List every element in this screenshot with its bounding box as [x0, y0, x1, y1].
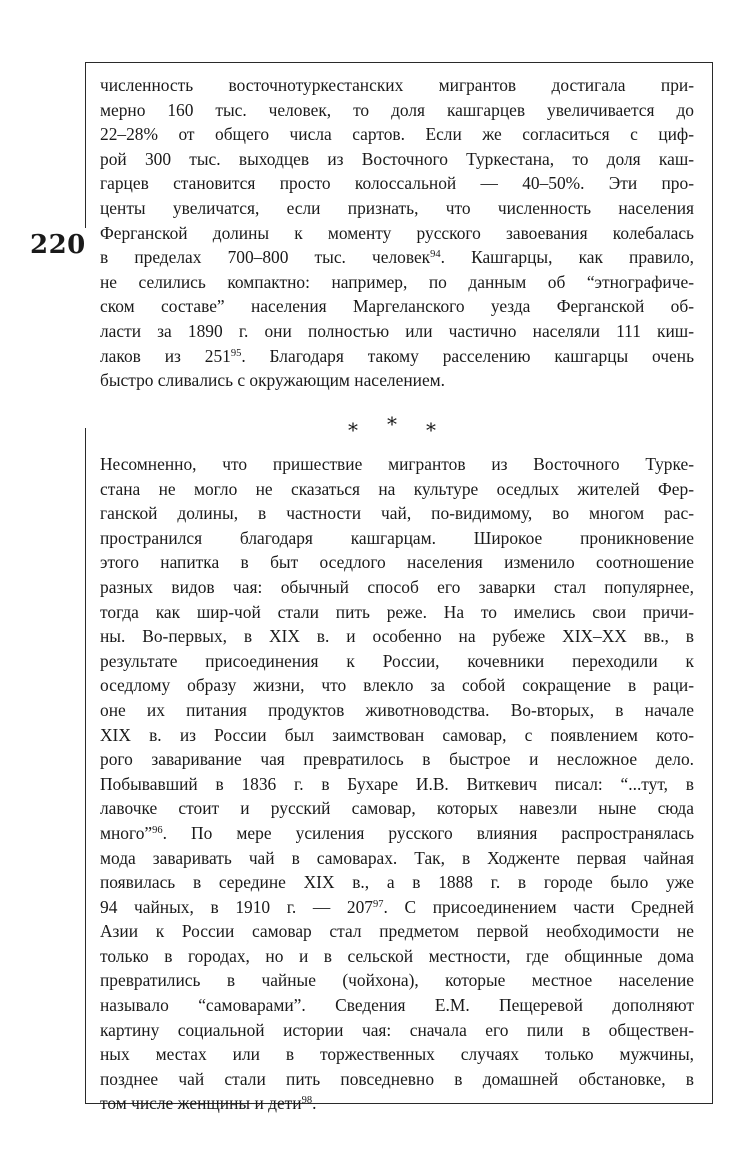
text-line	[100, 368, 694, 393]
text-line	[100, 147, 694, 172]
line-text: 94 чайных, в 1910 г. — 207	[100, 896, 373, 917]
line-text: том числе женщины и дети	[100, 1093, 302, 1114]
text-line	[100, 1091, 694, 1116]
line-text: ны. Во-первых, в XIX в. и особенно на рубеже XIX–XX вв., в	[100, 626, 694, 647]
text-line	[100, 723, 694, 748]
text-line	[100, 1042, 694, 1067]
line-text: картину социальной истории чая: сначала его пили в обществен-	[100, 1019, 694, 1040]
text-line	[100, 944, 694, 969]
line-text: пространился благодаря кашгарцам. Широкое проникновение	[100, 527, 694, 548]
separator-asterisk: *	[426, 418, 436, 442]
text-line	[100, 171, 694, 196]
line-text: гарцев становится просто колоссальной — 40–50%. Эти про-	[100, 173, 694, 194]
text-line	[100, 870, 694, 895]
text-line	[100, 550, 694, 575]
text-line	[100, 526, 694, 551]
text-line	[100, 344, 694, 369]
line-text: только в городах, но и в сельской местности, где общинные дома	[100, 945, 694, 966]
text-line	[100, 122, 694, 147]
line-text: быстро сливались с окружающим населением.	[100, 370, 446, 391]
line-text-tail: . Благодаря такому расселению кашгарцы очень	[241, 345, 694, 366]
line-text: позднее чай стали пить повседневно в домашней обстановке, в	[100, 1068, 694, 1089]
text-line	[100, 919, 694, 944]
line-text: лаков из 251	[100, 345, 231, 366]
text-line	[100, 319, 694, 344]
separator-asterisk: *	[387, 412, 397, 436]
text-line	[100, 452, 694, 477]
line-text: ных местах или в торжественных случаях только мужчины,	[100, 1044, 694, 1065]
footnote-reference: 94	[430, 249, 441, 261]
line-text: центы увеличатся, если признать, что численность населения	[100, 197, 694, 218]
line-text-tail: .	[312, 1093, 317, 1114]
page-number: 220	[30, 230, 86, 260]
section-separator	[340, 412, 450, 442]
line-text: называло “самоварами”. Сведения Е.М. Пещеревой дополняют	[100, 995, 694, 1016]
line-text: рой 300 тыс. выходцев из Восточного Туркестана, то доля каш-	[100, 148, 694, 169]
text-line	[100, 1018, 694, 1043]
line-text: оне их питания продуктов животноводства. Во-вторых, в начале	[100, 699, 694, 720]
line-text: мода заваривать чай в самоварах. Так, в Ходженте первая чайная	[100, 847, 694, 868]
line-text: превратились в чайные (чойхона), которые местное население	[100, 970, 694, 991]
text-line	[100, 245, 694, 270]
text-line	[100, 73, 694, 98]
text-line	[100, 649, 694, 674]
text-line	[100, 993, 694, 1018]
line-text: результате присоединения к России, кочевники переходили к	[100, 650, 694, 671]
line-text-tail: . По мере усиления русского влияния распространялась	[162, 822, 694, 843]
text-line	[100, 221, 694, 246]
text-line	[100, 968, 694, 993]
line-text: Азии к России самовар стал предметом первой необходимости не	[100, 921, 694, 942]
footnote-reference: 98	[301, 1095, 313, 1107]
bottom-paragraph	[100, 452, 694, 1116]
line-text: лавочке стоит и русский самовар, которых навезли ныне сюда	[100, 798, 694, 819]
line-text: численность восточнотуркестанских мигрантов достигала при-	[100, 75, 694, 95]
line-text: XIX в. из России был заимствован самовар, с появлением кото-	[100, 724, 694, 745]
text-line	[100, 270, 694, 295]
text-line	[100, 673, 694, 698]
text-line	[100, 846, 694, 871]
text-line	[100, 477, 694, 502]
text-line	[100, 600, 694, 625]
text-line	[100, 501, 694, 526]
text-line	[100, 1067, 694, 1092]
text-line	[100, 772, 694, 797]
line-text: рого заваривание чая превратилось в быстрое и несложное дело.	[100, 749, 694, 770]
line-text: Несомненно, что пришествие мигрантов из Восточного Турке-	[100, 454, 694, 474]
footnote-reference: 95	[230, 347, 242, 359]
line-text: разных видов чая: обычный способ его заварки стал популярнее,	[100, 576, 694, 597]
text-line	[100, 624, 694, 649]
line-text: в пределах 700–800 тыс. человек	[100, 247, 431, 268]
footnote-reference: 96	[152, 824, 163, 836]
footnote-reference: 97	[373, 898, 384, 910]
text-line	[100, 895, 694, 920]
top-paragraph	[100, 73, 694, 393]
line-text-tail: . С присоединением части Средней	[383, 896, 694, 917]
line-text: ласти за 1890 г. они полностью или частично населяли 111 киш-	[100, 320, 694, 341]
line-text: Ферганской долины к моменту русского завоевания колебалась	[100, 222, 694, 243]
text-line	[100, 821, 694, 846]
line-text: мерно 160 тыс. человек, то доля кашгарцев увеличивается до	[100, 99, 694, 120]
line-text: этого напитка в быт оседлого населения изменило соотношение	[100, 552, 694, 573]
line-text: стана не могло не сказаться на культуре оседлых жителей Фер-	[100, 478, 694, 499]
text-line	[100, 698, 694, 723]
line-text: ском составе” населения Маргеланского уезда Ферганской об-	[100, 296, 694, 317]
text-line	[100, 196, 694, 221]
separator-asterisk: *	[348, 418, 358, 442]
line-text: оседлому образу жизни, что влекло за собой сокращение в раци-	[100, 675, 694, 696]
line-text: Побывавший в 1836 г. в Бухаре И.В. Виткевич писал: “...тут, в	[100, 773, 694, 794]
line-text: много”	[100, 822, 153, 843]
line-text: 22–28% от общего числа сартов. Если же согласиться с циф-	[100, 124, 694, 145]
line-text-tail: . Кашгарцы, как правило,	[440, 247, 694, 268]
text-line	[100, 747, 694, 772]
text-line	[100, 796, 694, 821]
line-text: появилась в середине XIX в., а в 1888 г. в городе было уже	[100, 872, 694, 893]
text-line	[100, 575, 694, 600]
line-text: ганской долины, в частности чай, по-видимому, во многом рас-	[100, 503, 694, 524]
text-line	[100, 98, 694, 123]
line-text: тогда как шир-чой стали пить реже. На то имелись свои причи-	[100, 601, 694, 622]
text-line	[100, 294, 694, 319]
line-text: не селились компактно: например, по данным об “этнографиче-	[100, 271, 694, 292]
